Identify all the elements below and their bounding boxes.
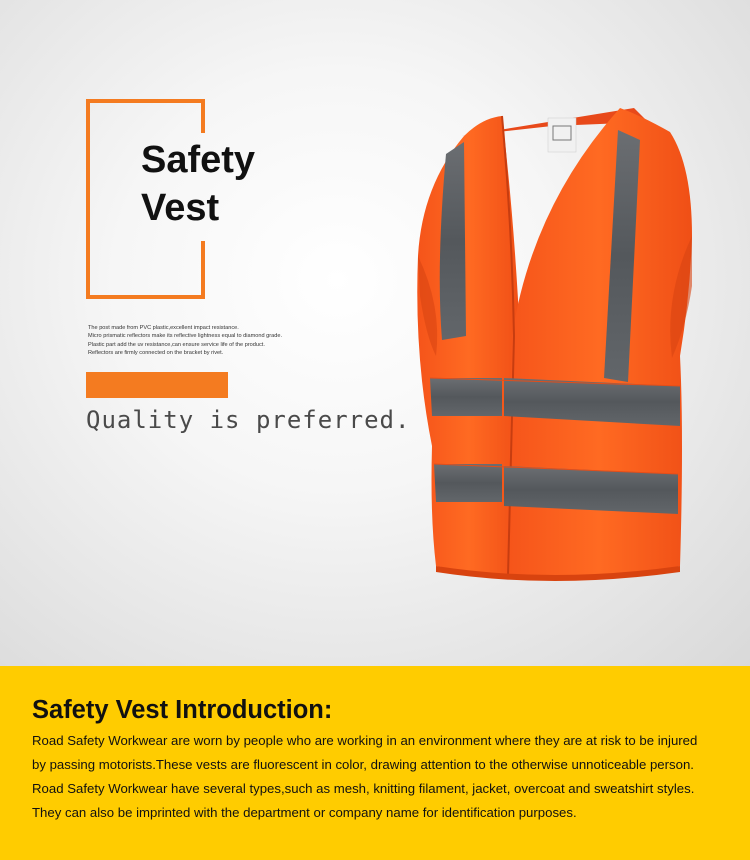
feature-line: Plastic part add the uv resistance,can ensure service life of the product.: [88, 341, 265, 348]
product-title-line2: Vest: [141, 187, 220, 229]
introduction-line: Road Safety Workwear are worn by people who are working in an environment where they are at risk to be injured: [32, 733, 698, 748]
slogan: Quality is preferred.: [86, 406, 411, 434]
product-title: [141, 136, 255, 232]
introduction-line: by passing motorists.These vests are fluorescent in color, drawing attention to the otherwise unnoticeable person.: [32, 757, 694, 772]
introduction-line: Road Safety Workwear have several types,such as mesh, knitting filament, jacket, overcoat and sweatshirt styles.: [32, 781, 695, 796]
title-frame-right-top: [201, 99, 205, 133]
introduction-heading: Safety Vest Introduction:: [32, 696, 333, 724]
accent-bar: [86, 372, 228, 398]
introduction-line: They can also be imprinted with the department or company name for identification purposes.: [32, 805, 577, 820]
title-frame-right-bottom: [201, 241, 205, 299]
introduction-section: [0, 666, 750, 860]
safety-vest-image: [402, 96, 694, 596]
product-title-line1: Safety: [141, 139, 256, 181]
title-frame-top: [86, 99, 205, 103]
feature-list: [88, 324, 348, 358]
title-frame-left: [86, 99, 90, 299]
introduction-body: [32, 729, 732, 825]
feature-line: The post made from PVC plastic,excellent impact resistance.: [88, 325, 239, 331]
title-frame-bottom: [86, 295, 205, 299]
feature-line: Micro prismatic reflectors make its reflective lightness equal to diamond grade.: [88, 333, 282, 340]
feature-line: Reflectors are firmly connected on the bracket by rivet.: [88, 350, 224, 357]
